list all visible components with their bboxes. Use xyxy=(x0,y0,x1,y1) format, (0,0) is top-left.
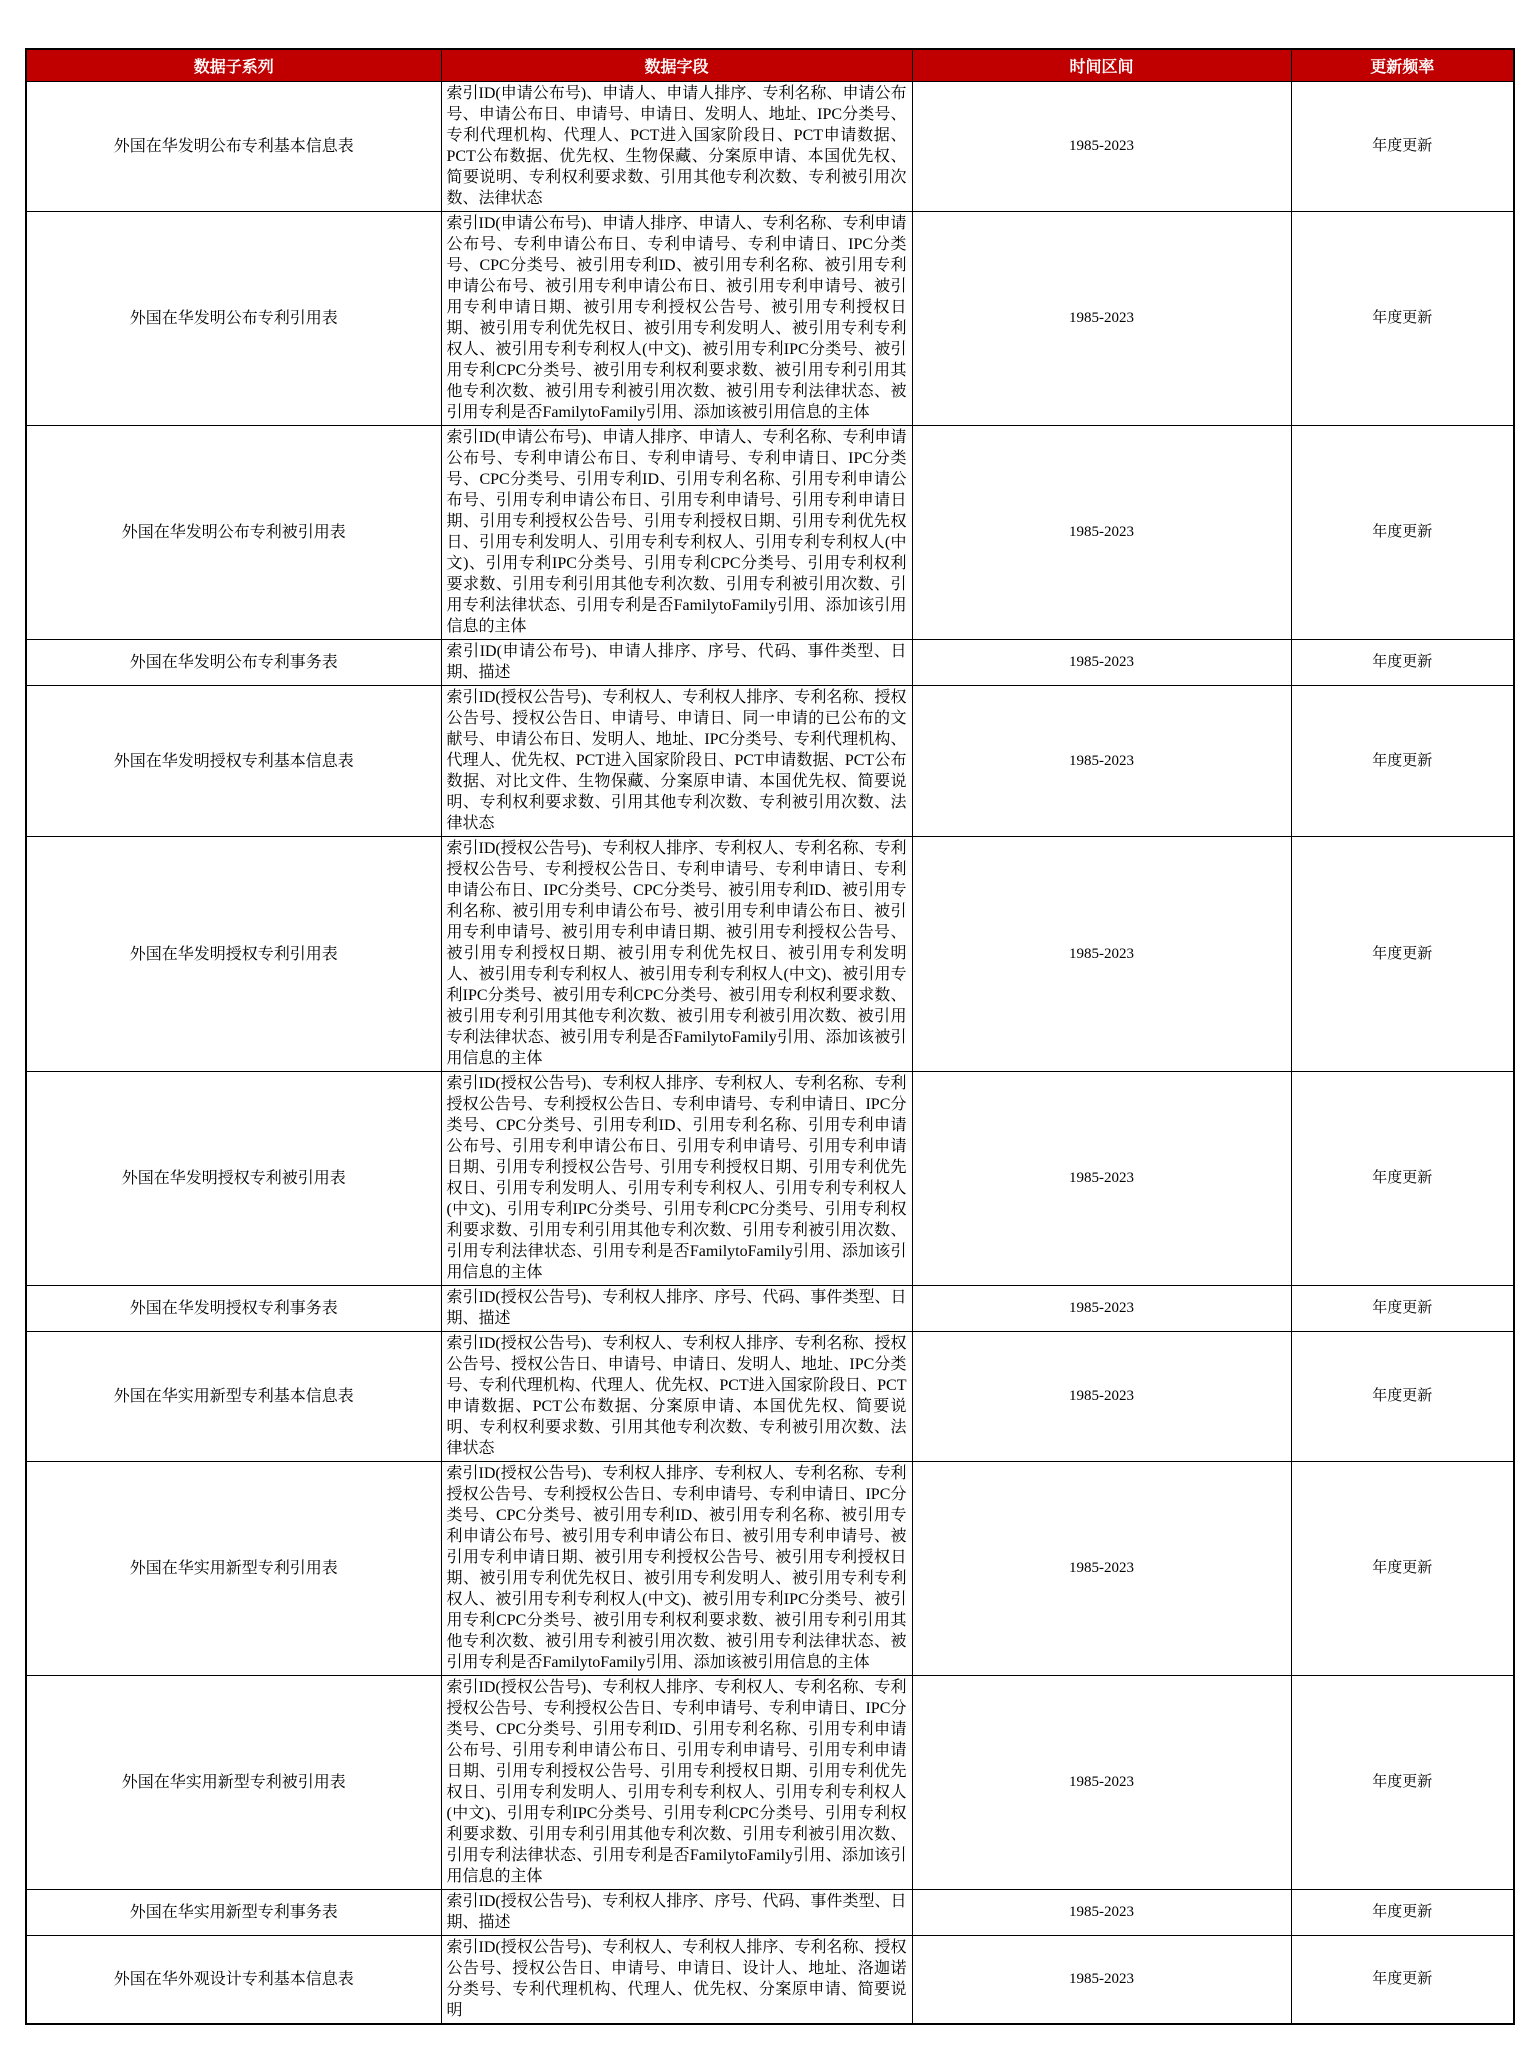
fields-cell: 索引ID(授权公告号)、专利权人排序、序号、代码、事件类型、日期、描述 xyxy=(441,1890,912,1936)
fields-cell: 索引ID(授权公告号)、专利权人排序、专利权人、专利名称、专利授权公告号、专利授权公告日、专利申请号、专利申请日、IPC分类号、CPC分类号、引用专利ID、引用专利名称、引用专利申请公布号、引用专利申请公布日、引用专利申请号、引用专利申请日期、引用专利授权公告号、引用专利授权日期、引用专利优先权日、引用专利发明人、引用专利专利权人、引用专利专利权人(中文)、引用专利IPC分类号、引用专利CPC分类号、引用专利权利要求数、引用专利引用其他专利次数、引用专利被引用次数、引用专利法律状态、引用专利是否FamilytoFamily引用、添加该引用信息的主体 xyxy=(441,1676,912,1890)
frequency-cell: 年度更新 xyxy=(1291,1332,1514,1462)
period-cell: 1985-2023 xyxy=(912,426,1291,640)
frequency-cell: 年度更新 xyxy=(1291,640,1514,686)
series-cell: 外国在华发明公布专利被引用表 xyxy=(26,426,441,640)
series-cell: 外国在华外观设计专利基本信息表 xyxy=(26,1936,441,2025)
series-cell: 外国在华发明公布专利引用表 xyxy=(26,212,441,426)
frequency-cell: 年度更新 xyxy=(1291,1676,1514,1890)
frequency-cell: 年度更新 xyxy=(1291,1890,1514,1936)
frequency-cell: 年度更新 xyxy=(1291,1072,1514,1286)
table-row xyxy=(26,82,1514,212)
table-row xyxy=(26,1890,1514,1936)
fields-cell: 索引ID(授权公告号)、专利权人排序、专利权人、专利名称、专利授权公告号、专利授权公告日、专利申请号、专利申请日、IPC分类号、CPC分类号、引用专利ID、引用专利名称、引用专利申请公布号、引用专利申请公布日、引用专利申请号、引用专利申请日期、引用专利授权公告号、引用专利授权日期、引用专利优先权日、引用专利发明人、引用专利专利权人、引用专利专利权人(中文)、引用专利IPC分类号、引用专利CPC分类号、引用专利权利要求数、引用专利引用其他专利次数、引用专利被引用次数、引用专利法律状态、引用专利是否FamilytoFamily引用、添加该引用信息的主体 xyxy=(441,1072,912,1286)
frequency-cell: 年度更新 xyxy=(1291,82,1514,212)
fields-cell: 索引ID(申请公布号)、申请人排序、申请人、专利名称、专利申请公布号、专利申请公布日、专利申请号、专利申请日、IPC分类号、CPC分类号、被引用专利ID、被引用专利名称、被引用专利申请公布号、被引用专利申请公布日、被引用专利申请号、被引用专利申请日期、被引用专利授权公告号、被引用专利授权日期、被引用专利优先权日、被引用专利发明人、被引用专利专利权人、被引用专利专利权人(中文)、被引用专利IPC分类号、被引用专利CPC分类号、被引用专利权利要求数、被引用专利引用其他专利次数、被引用专利被引用次数、被引用专利法律状态、被引用专利是否FamilytoFamily引用、添加该被引用信息的主体 xyxy=(441,212,912,426)
period-cell: 1985-2023 xyxy=(912,837,1291,1072)
frequency-cell: 年度更新 xyxy=(1291,686,1514,837)
fields-cell: 索引ID(申请公布号)、申请人、申请人排序、专利名称、申请公布号、申请公布日、申请号、申请日、发明人、地址、IPC分类号、专利代理机构、代理人、PCT进入国家阶段日、PCT申请数据、PCT公布数据、优先权、生物保藏、分案原申请、本国优先权、简要说明、专利权利要求数、引用其他专利次数、专利被引用次数、法律状态 xyxy=(441,82,912,212)
table-row xyxy=(26,212,1514,426)
fields-cell: 索引ID(授权公告号)、专利权人排序、序号、代码、事件类型、日期、描述 xyxy=(441,1286,912,1332)
fields-cell: 索引ID(申请公布号)、申请人排序、申请人、专利名称、专利申请公布号、专利申请公布日、专利申请号、专利申请日、IPC分类号、CPC分类号、引用专利ID、引用专利名称、引用专利申请公布号、引用专利申请公布日、引用专利申请号、引用专利申请日期、引用专利授权公告号、引用专利授权日期、引用专利优先权日、引用专利发明人、引用专利专利权人、引用专利专利权人(中文)、引用专利IPC分类号、引用专利CPC分类号、引用专利权利要求数、引用专利引用其他专利次数、引用专利被引用次数、引用专利法律状态、引用专利是否FamilytoFamily引用、添加该引用信息的主体 xyxy=(441,426,912,640)
period-cell: 1985-2023 xyxy=(912,1676,1291,1890)
fields-cell: 索引ID(授权公告号)、专利权人排序、专利权人、专利名称、专利授权公告号、专利授权公告日、专利申请号、专利申请日、专利申请公布日、IPC分类号、CPC分类号、被引用专利ID、被引用专利名称、被引用专利申请公布号、被引用专利申请公布日、被引用专利申请号、被引用专利申请日期、被引用专利授权公告号、被引用专利授权日期、被引用专利优先权日、被引用专利发明人、被引用专利专利权人、被引用专利专利权人(中文)、被引用专利IPC分类号、被引用专利CPC分类号、被引用专利权利要求数、被引用专利引用其他专利次数、被引用专利被引用次数、被引用专利法律状态、被引用专利是否FamilytoFamily引用、添加该被引用信息的主体 xyxy=(441,837,912,1072)
header-fields: 数据字段 xyxy=(441,49,912,82)
fields-cell: 索引ID(申请公布号)、申请人排序、序号、代码、事件类型、日期、描述 xyxy=(441,640,912,686)
fields-cell: 索引ID(授权公告号)、专利权人、专利权人排序、专利名称、授权公告号、授权公告日、申请号、申请日、发明人、地址、IPC分类号、专利代理机构、代理人、优先权、PCT进入国家阶段日、PCT申请数据、PCT公布数据、分案原申请、本国优先权、简要说明、专利权利要求数、引用其他专利次数、专利被引用次数、法律状态 xyxy=(441,1332,912,1462)
frequency-cell: 年度更新 xyxy=(1291,1286,1514,1332)
period-cell: 1985-2023 xyxy=(912,212,1291,426)
header-period: 时间区间 xyxy=(912,49,1291,82)
table-row xyxy=(26,837,1514,1072)
series-cell: 外国在华实用新型专利引用表 xyxy=(26,1462,441,1676)
table-row xyxy=(26,1286,1514,1332)
table-row xyxy=(26,1936,1514,2025)
header-frequency: 更新频率 xyxy=(1291,49,1514,82)
table-row xyxy=(26,1072,1514,1286)
series-cell: 外国在华实用新型专利被引用表 xyxy=(26,1676,441,1890)
period-cell: 1985-2023 xyxy=(912,1936,1291,2025)
series-cell: 外国在华发明授权专利基本信息表 xyxy=(26,686,441,837)
fields-cell: 索引ID(授权公告号)、专利权人、专利权人排序、专利名称、授权公告号、授权公告日、申请号、申请日、同一申请的已公布的文献号、申请公布日、发明人、地址、IPC分类号、专利代理机构、代理人、优先权、PCT进入国家阶段日、PCT申请数据、PCT公布数据、对比文件、生物保藏、分案原申请、本国优先权、简要说明、专利权利要求数、引用其他专利次数、专利被引用次数、法律状态 xyxy=(441,686,912,837)
series-cell: 外国在华发明授权专利引用表 xyxy=(26,837,441,1072)
series-cell: 外国在华发明公布专利基本信息表 xyxy=(26,82,441,212)
period-cell: 1985-2023 xyxy=(912,640,1291,686)
frequency-cell: 年度更新 xyxy=(1291,1462,1514,1676)
frequency-cell: 年度更新 xyxy=(1291,837,1514,1072)
table-row xyxy=(26,426,1514,640)
series-cell: 外国在华发明公布专利事务表 xyxy=(26,640,441,686)
table-row xyxy=(26,1462,1514,1676)
table-header-row xyxy=(26,49,1514,82)
table-row xyxy=(26,686,1514,837)
header-series: 数据子系列 xyxy=(26,49,441,82)
series-cell: 外国在华发明授权专利事务表 xyxy=(26,1286,441,1332)
frequency-cell: 年度更新 xyxy=(1291,426,1514,640)
frequency-cell: 年度更新 xyxy=(1291,1936,1514,2025)
frequency-cell: 年度更新 xyxy=(1291,212,1514,426)
series-cell: 外国在华发明授权专利被引用表 xyxy=(26,1072,441,1286)
fields-cell: 索引ID(授权公告号)、专利权人、专利权人排序、专利名称、授权公告号、授权公告日、申请号、申请日、设计人、地址、洛迦诺分类号、专利代理机构、代理人、优先权、分案原申请、简要说明 xyxy=(441,1936,912,2025)
period-cell: 1985-2023 xyxy=(912,1890,1291,1936)
table-row xyxy=(26,1676,1514,1890)
period-cell: 1985-2023 xyxy=(912,686,1291,837)
series-cell: 外国在华实用新型专利基本信息表 xyxy=(26,1332,441,1462)
period-cell: 1985-2023 xyxy=(912,1286,1291,1332)
period-cell: 1985-2023 xyxy=(912,1072,1291,1286)
fields-cell: 索引ID(授权公告号)、专利权人排序、专利权人、专利名称、专利授权公告号、专利授权公告日、专利申请号、专利申请日、IPC分类号、CPC分类号、被引用专利ID、被引用专利名称、被引用专利申请公布号、被引用专利申请公布日、被引用专利申请号、被引用专利申请日期、被引用专利授权公告号、被引用专利授权日期、被引用专利优先权日、被引用专利发明人、被引用专利专利权人、被引用专利专利权人(中文)、被引用专利IPC分类号、被引用专利CPC分类号、被引用专利权利要求数、被引用专利引用其他专利次数、被引用专利被引用次数、被引用专利法律状态、被引用专利是否FamilytoFamily引用、添加该被引用信息的主体 xyxy=(441,1462,912,1676)
table-row xyxy=(26,640,1514,686)
period-cell: 1985-2023 xyxy=(912,1332,1291,1462)
table-row xyxy=(26,1332,1514,1462)
patent-data-series-table xyxy=(25,48,1515,2025)
series-cell: 外国在华实用新型专利事务表 xyxy=(26,1890,441,1936)
period-cell: 1985-2023 xyxy=(912,82,1291,212)
period-cell: 1985-2023 xyxy=(912,1462,1291,1676)
